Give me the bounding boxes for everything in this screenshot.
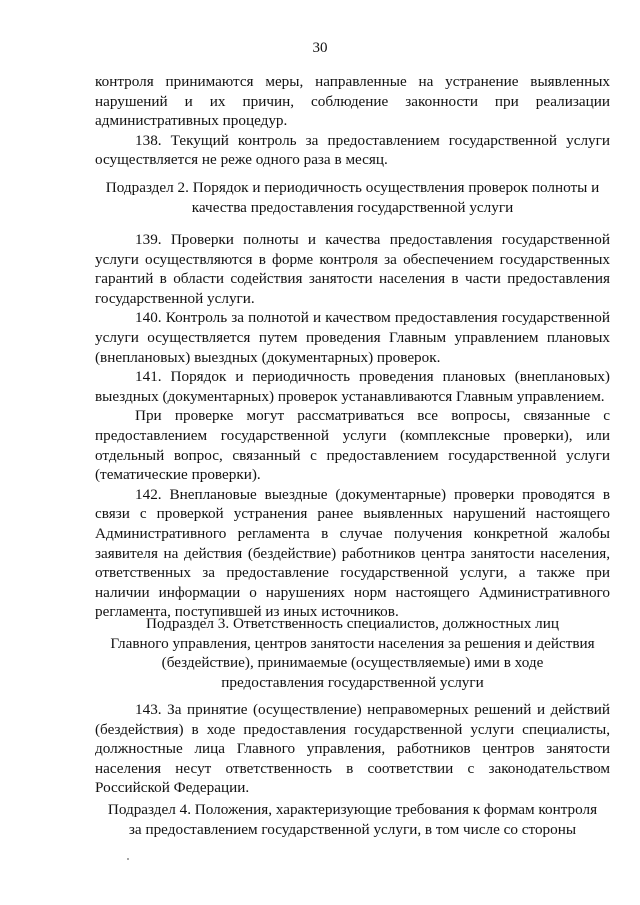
paragraph-141-inspections: При проверке могут рассматриваться все вопросы, связанные с предоставлением государственной услуги (комплексные проверки), или отдельный вопрос, связанный с предоставлением государственной услуги (тематические проверки).: [95, 407, 610, 484]
paragraph-139: 139. Проверки полноты и качества предоставления государственной услуги осуществляются в форме контроля за обеспечением государственных гарантий в области содействия занятости населения в части предоставления государственной услуги.: [95, 231, 610, 307]
paragraph-140: 140. Контроль за полнотой и качеством предоставления государственной услуги осуществляется путем проведения Главным управлением плановых (внеплановых) выездных (документарных) проверок.: [95, 309, 610, 366]
subsection-2-heading-line-2: качества предоставления государственной услуги: [191, 198, 514, 216]
subsection-3-heading-line-3: (бездействие), принимаемые (осуществляемые) ими в ходе: [161, 654, 544, 672]
subsection-3-heading-line-2: Главного управления, центров занятости населения за решения и действия: [110, 634, 595, 652]
text-block-3: [95, 700, 610, 798]
subsection-2-heading: [95, 178, 610, 217]
page-number: 30: [312, 40, 328, 56]
subsection-3-heading: [95, 614, 610, 692]
paragraph-142: 142. Внеплановые выездные (документарные) проверки проводятся в связи с проверкой устранения ранее выявленных нарушений настоящего Административного регламента в случае получения конкретной жалобы заявителя на действия (бездействие) работников центра занятости населения, ответственных за предоставление государственной услуги, а также при наличии информации о нарушениях норм настоящего Административного регламента, поступившей из иных источников.: [95, 485, 610, 621]
subsection-3-heading-line-1: Подраздел 3. Ответственность специалистов, должностных лиц: [146, 615, 559, 632]
subsection-2-heading-line-1: Подраздел 2. Порядок и периодичность осуществления проверок полноты и: [105, 179, 600, 196]
scan-speck: [127, 858, 129, 860]
paragraph-control-measures: контроля принимаются меры, направленные на устранение выявленных нарушений и их причин, соблюдение законности при реализации административных процедур.: [95, 73, 610, 130]
subsection-4-heading: [95, 800, 610, 839]
subsection-4-heading-line-1: Подраздел 4. Положения, характеризующие требования к формам контроля: [107, 801, 598, 818]
paragraph-138: 138. Текущий контроль за предоставлением государственной услуги осуществляется не реже одного раза в месяц.: [95, 131, 610, 169]
subsection-4-heading-line-2: за предоставлением государственной услуги, в том числе со стороны: [128, 820, 577, 838]
text-block-2: [95, 230, 610, 622]
paragraph-141: 141. Порядок и периодичность проведения плановых (внеплановых) выездных (документарных) проверок устанавливаются Главным управлением.: [95, 368, 610, 405]
text-block-1: [95, 72, 610, 170]
paragraph-143: 143. За принятие (осуществление) неправомерных решений и действий (бездействия) в ходе предоставления государственной услуги специалисты, должностные лица Главного управления, работников центров занятости населения несут ответственность в соответствии с законодательством Российской Федерации.: [95, 701, 610, 797]
subsection-3-heading-line-4: предоставления государственной услуги: [221, 673, 484, 691]
